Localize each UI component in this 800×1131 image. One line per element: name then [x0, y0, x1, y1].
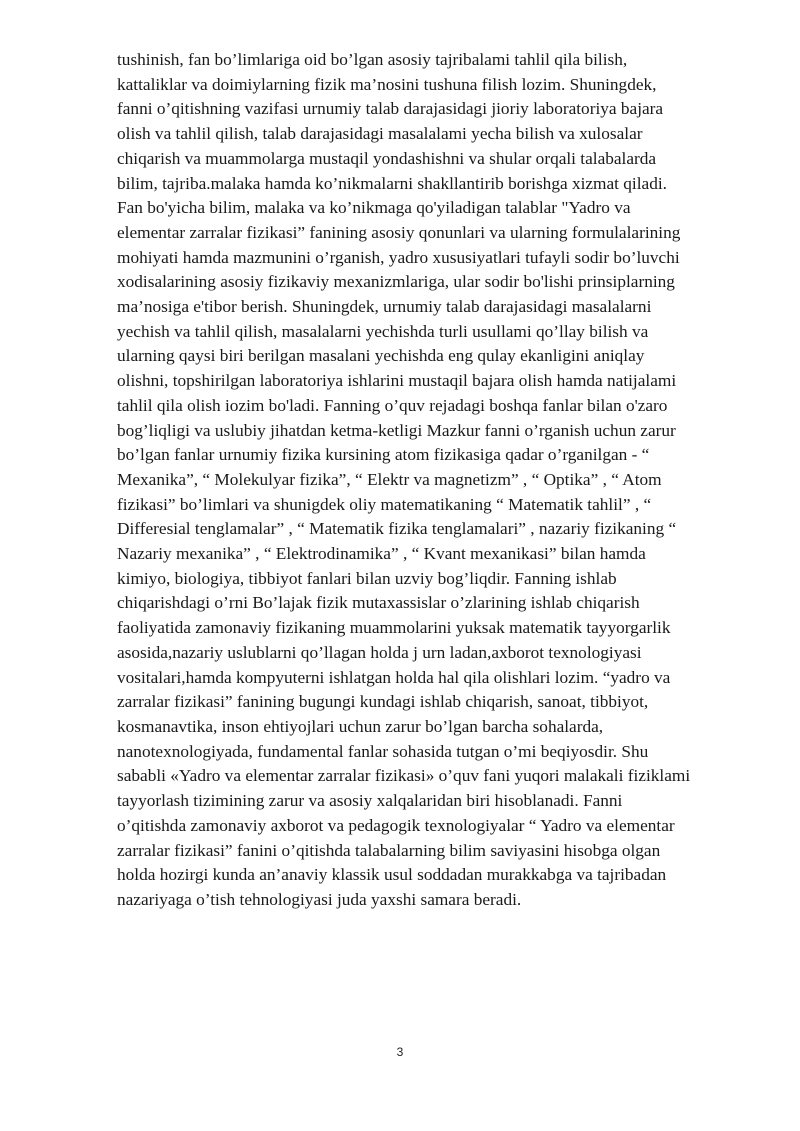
text-line: vositalari,hamda kompyuterni ishlatgan holda hal qila olishlari lozim. “yadro va: [117, 667, 671, 687]
text-line: tushinish, fan bo’limlariga oid bo’lgan asosiy tajribalami tahlil qila bilish,: [117, 50, 628, 69]
text-line: bo’lgan fanlar urnumiy fizika kursining atom fizikasiga qadar o’rganilgan - “: [117, 445, 650, 465]
text-line: ularning qaysi biri berilgan masalani yechishda eng qulay ekanligini aniqlay: [117, 346, 645, 366]
text-line: tahlil qila olish iozim bo'ladi. Fanning o’quv rejadagi boshqa fanlar bilan o'zaro: [117, 395, 668, 415]
text-line: faoliyatida zamonaviy fizikaning muammolarini yuksak matematik tayyorgarlik: [117, 618, 671, 638]
text-line: sababli «Yadro va elementar zarralar fizikasi» o’quv fani yuqori malakali fiziklami: [117, 766, 691, 786]
text-line: Fan bo'yicha bilim, malaka va ko’nikmaga qo'yiladigan talablar "Yadro va: [117, 198, 631, 218]
text-line: xodisalarining asosiy fizikaviy mexanizmlariga, ular sodir bo'lishi prinsiplarning: [117, 272, 675, 292]
text-line: chiqarishdagi o’rni Bo’lajak fizik mutaxassislar o’zlarining ishlab chiqarish: [117, 593, 640, 613]
text-line: zarralar fizikasi” fanini o’qitishda talabalarning bilim saviyasini hisobga olgan: [117, 840, 661, 860]
text-line: Differesial tenglamalar” , “ Matematik fizika tenglamalari” , nazariy fizikaning “: [117, 519, 677, 539]
text-line: Mexanika”, “ Molekulyar fizika”, “ Elektr va magnetizm” , “ Optika” , “ Atom: [117, 469, 662, 489]
text-line: o’qitishda zamonaviy axborot va pedagogik texnologiyalar “ Yadro va elementar: [117, 815, 675, 835]
text-line: tayyorlash tizimining zarur va asosiy xalqalaridan biri hisoblanadi. Fanni: [117, 791, 623, 811]
text-line: bilim, tajriba.malaka hamda ko’nikmalarni shakllantirib borishga xizmat qiladi.: [117, 173, 667, 193]
text-line: fizikasi” bo’limlari va shunigdek oliy matematikaning “ Matematik tahlil” , “: [117, 494, 652, 514]
page-number: 3: [396, 1045, 404, 1059]
text-line: olish va tahlil qilish, talab darajasidagi masalalami yecha bilish va xulosalar: [117, 124, 643, 144]
text-line: olishni, topshirilgan laboratoriya ishlarini mustaqil bajara olish hamda natijalami: [117, 371, 677, 391]
text-line: chiqarish va muammolarga mustaqil yondashishni va shular orqali talabalarda: [117, 148, 657, 168]
body-paragraph: [117, 48, 767, 913]
text-line: yechish va tahlil qilish, masalalarni yechishda turli usullami qo’llay bilish va: [117, 321, 649, 341]
text-line: elementar zarralar fizikasi” fanining asosiy qonunlari va ularning formulalarining: [117, 222, 681, 242]
text-line: nanotexnologiyada, fundamental fanlar sohasida tutgan o’mi beqiyosdir. Shu: [117, 741, 649, 761]
text-line: kosmanavtika, inson ehtiyojlari uchun zarur bo’lgan barcha sohalarda,: [117, 716, 604, 736]
text-line: bog’liqligi va uslubiy jihatdan ketma-ketligi Mazkur fanni o’rganish uchun zarur: [117, 420, 676, 440]
text-line: ma’nosiga e'tibor berish. Shuningdek, urnumiy talab darajasidagi masalalarni: [117, 297, 652, 317]
text-line: nazariyaga o’tish tehnologiyasi juda yaxshi samara beradi.: [117, 889, 522, 909]
text-line: fanni o’qitishning vazifasi urnumiy talab darajasidagi jioriy laboratoriya bajara: [117, 99, 664, 119]
text-line: mohiyati hamda mazmunini o’rganish, yadro xususiyatlari tufayli sodir bo’luvchi: [117, 247, 680, 267]
text-line: kimiyo, biologiya, tibbiyot fanlari bilan uzviy bog’liqdir. Fanning ishlab: [117, 568, 617, 588]
text-line: kattaliklar va doimiylarning fizik ma’nosini tushuna filish lozim. Shuningdek,: [117, 74, 657, 94]
text-line: zarralar fizikasi” fanining bugungi kundagi ishlab chiqarish, sanoat, tibbiyot,: [117, 692, 649, 712]
text-line: asosida,nazariy uslublarni qo’llagan holda j urn ladan,axborot texnologiyasi: [117, 642, 642, 662]
text-line: Nazariy mexanika” , “ Elektrodinamika” , “ Kvant mexanikasi” bilan hamda: [117, 544, 646, 564]
text-line: holda hozirgi kunda an’anaviy klassik usul soddadan murakkabga va tajribadan: [117, 865, 667, 885]
